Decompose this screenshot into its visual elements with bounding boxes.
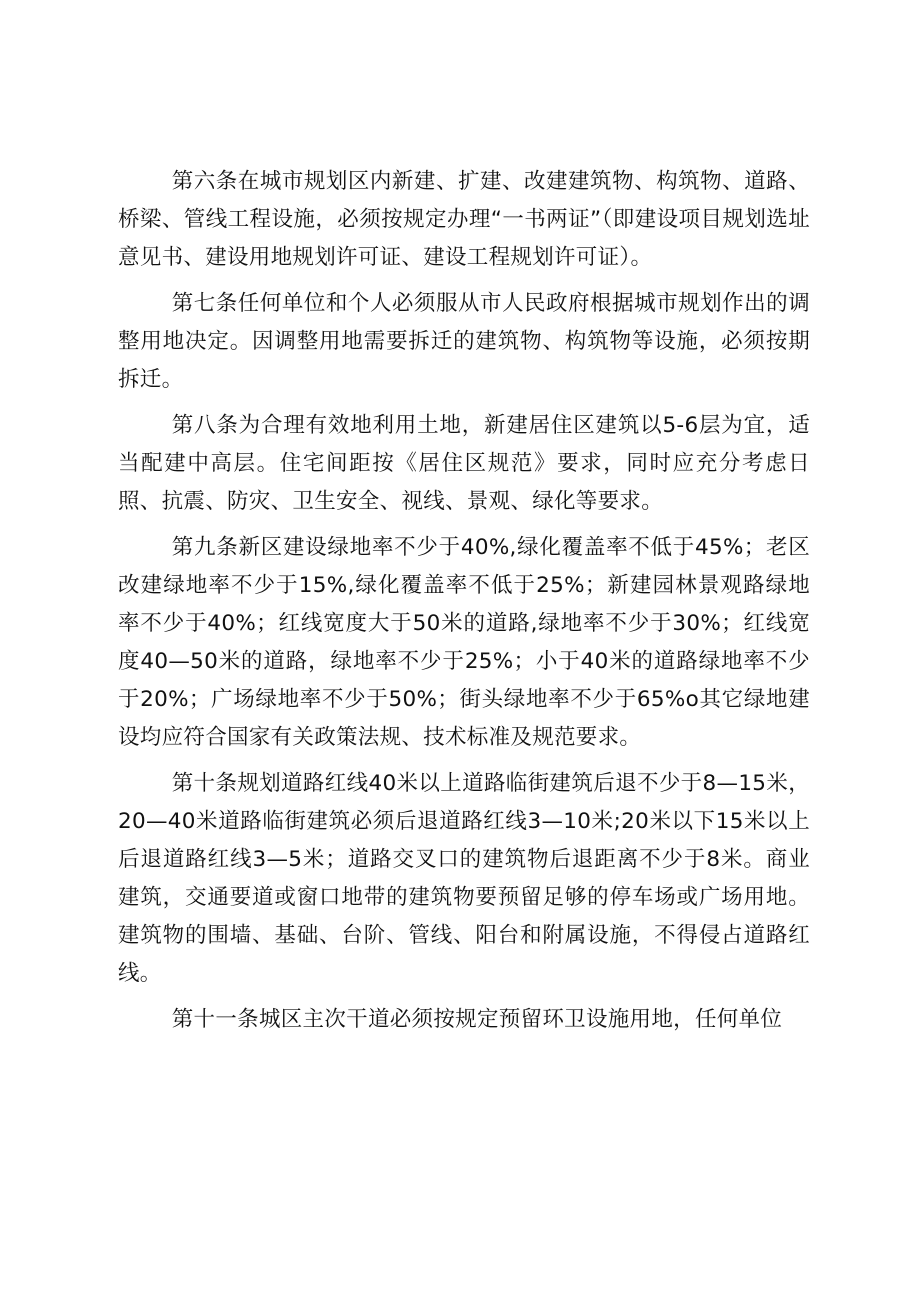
article-8-paragraph: 第八条为合理有效地利用土地，新建居住区建筑以5-6层为宜，适当配建中高层。住宅间距按《居住区规范》要求，同时应充分考虑日照、抗震、防灾、卫生安全、视线、景观、绿化等要求。	[118, 413, 810, 514]
article-7-paragraph: 第七条任何单位和个人必须服从市人民政府根据城市规划作出的调整用地决定。因调整用地需要拆迁的建筑物、构筑物等设施，必须按期拆迁。	[118, 291, 810, 392]
article-9-paragraph: 第九条新区建设绿地率不少于40%,绿化覆盖率不低于45%；老区改建绿地率不少于15%,绿化覆盖率不低于25%；新建园林景观路绿地率不少于40%；红线宽度大于50米的道路,绿地率不少于30%；红线宽度40—50米的道路，绿地率不少于25%；小于40米的道路绿地率不少于20%；广场绿地率不少于50%；街头绿地率不少于65%o其它绿地建设均应符合国家有关政策法规、技术标准及规范要求。	[118, 535, 810, 750]
article-11-paragraph: 第十一条城区主次干道必须按规定预留环卫设施用地，任何单位	[171, 1007, 783, 1032]
article-6-paragraph: 第六条在城市规划区内新建、扩建、改建建筑物、构筑物、道路、桥梁、管线工程设施，必须按规定办理“一书两证”（即建设项目规划选址意见书、建设用地规划许可证、建设工程规划许可证）。	[118, 169, 810, 270]
article-10-paragraph: 第十条规划道路红线40米以上道路临街建筑后退不少于8—15米，20—40米道路临街建筑必须后退道路红线3—10米;20米以下15米以上后退道路红线3—5米；道路交叉口的建筑物后退距离不少于8米。商业建筑，交通要道或窗口地带的建筑物要预留足够的停车场或广场用地。建筑物的围墙、基础、台阶、管线、阳台和附属设施，不得侵占道路红线。	[118, 771, 810, 986]
document-body	[118, 163, 810, 1047]
